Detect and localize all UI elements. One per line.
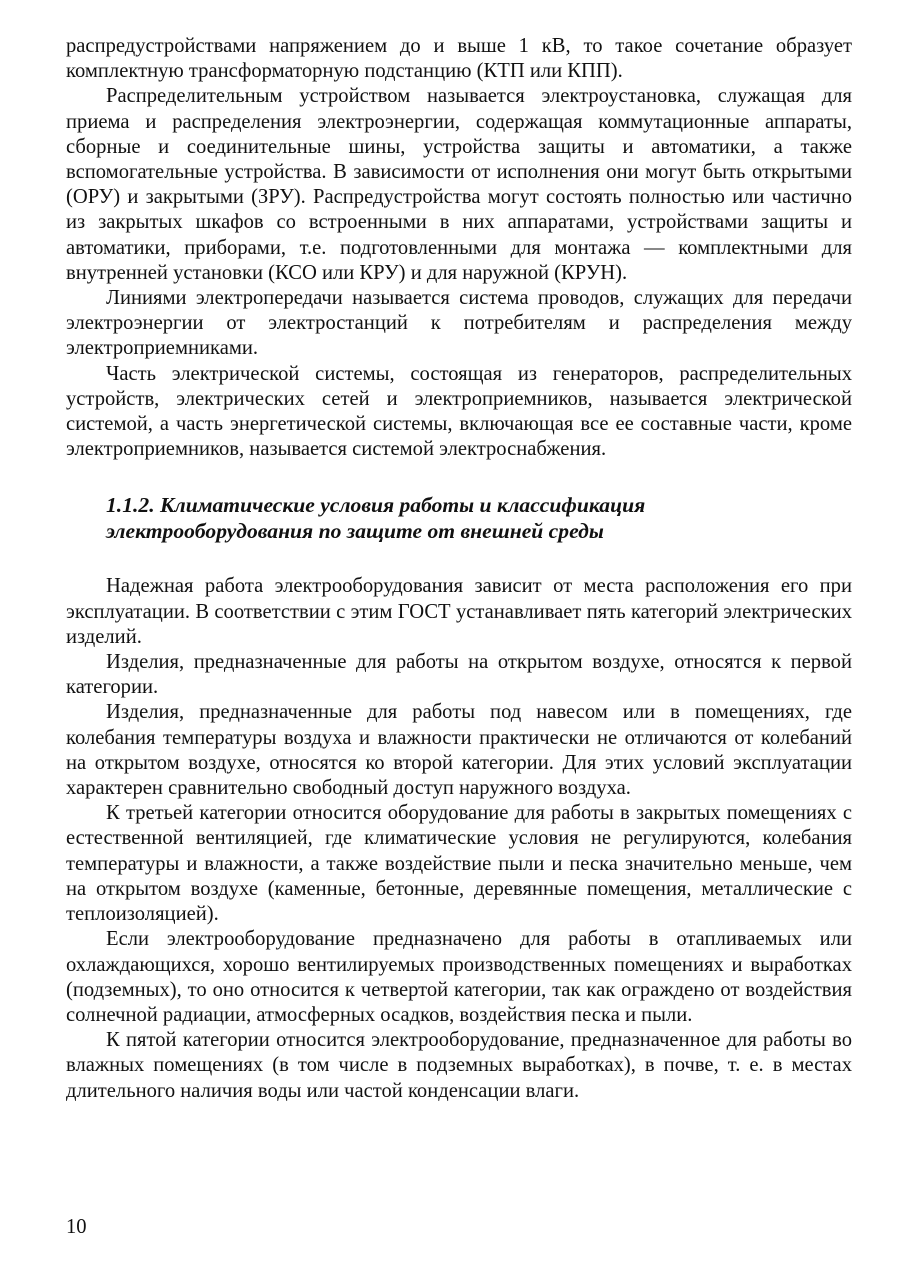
paragraph-category-1: Изделия, предназначенные для работы на открытом воздухе, относятся к первой категории. — [66, 651, 852, 699]
paragraph-category-2: Изделия, предназначенные для работы под навесом или в помещениях, где колебания температуры воздуха и влажности практически не отличаются от колебаний на открытом воздухе, относятся ко второй категории. Для этих условий эксплуатации характерен сравнительно свободный доступ наружного воздуха. — [66, 701, 852, 800]
document-page — [66, 34, 852, 1104]
paragraph-category-5: К пятой категории относится электрооборудование, предназначенное для работы во влажных помещениях (в том числе в подземных выработках), в почве, т. е. в местах длительного наличия воды или частой конденсации влаги. — [66, 1029, 852, 1102]
paragraph-distribution-device: Распределительным устройством называется электроустановка, служащая для приема и распределения электроэнергии, содержащая коммутационные аппараты, сборные и соединительные шины, устройства защиты и автоматики, а также вспомогательные устройства. В зависимости от исполнения они могут быть открытыми (ОРУ) и закрытыми (ЗРУ). Распредустройства могут состоять полностью или частично из закрытых шкафов со встроенными в них аппаратами, устройствами защиты и автоматики, приборами, т.е. подготовленными для монтажа — комплектными для внутренней установки (КСО или КРУ) и для наружной (КРУН). — [66, 85, 852, 284]
paragraph-continuation: распредустройствами напряжением до и выше 1 кВ, то такое сочетание образует комплектную трансформаторную подстанцию (КТП или КПП). — [66, 35, 852, 83]
paragraph-electric-system: Часть электрической системы, состоящая из генераторов, распределительных устройств, электрических сетей и электроприемников, называется электрической системой, а часть энергетической системы, включающая все ее составные части, кроме электроприемников, называется системой электроснабжения. — [66, 362, 852, 461]
section-heading: 1.1.2. Климатические условия работы и классификация электрооборудования по защите от внешней среды — [106, 493, 646, 544]
paragraph-category-4: Если электрооборудование предназначено для работы в отапливаемых или охлаждающихся, хорошо вентилируемых производственных помещениях и выработках (подземных), то оно относится к четвертой категории, так как ограждено от воздействия солнечной радиации, атмосферных осадков, воздействия песка и пыли. — [66, 928, 852, 1026]
paragraph-power-lines: Линиями электропередачи называется система проводов, служащих для передачи электроэнергии от электростанций к потребителям и распределения между электроприемниками. — [66, 287, 852, 360]
page-number: 10 — [66, 1216, 87, 1238]
paragraph-category-3: К третьей категории относится оборудование для работы в закрытых помещениях с естественной вентиляцией, где климатические условия не регулируются, колебания температуры и влажности, а также воздействие пыли и песка значительно меньше, чем на открытом воздухе (каменные, бетонные, деревянные помещения, металлические с теплоизоляцией). — [66, 802, 852, 926]
paragraph-reliability: Надежная работа электрооборудования зависит от места расположения его при эксплуатации. В соответствии с этим ГОСТ устанавливает пять категорий электрических изделий. — [66, 575, 852, 648]
